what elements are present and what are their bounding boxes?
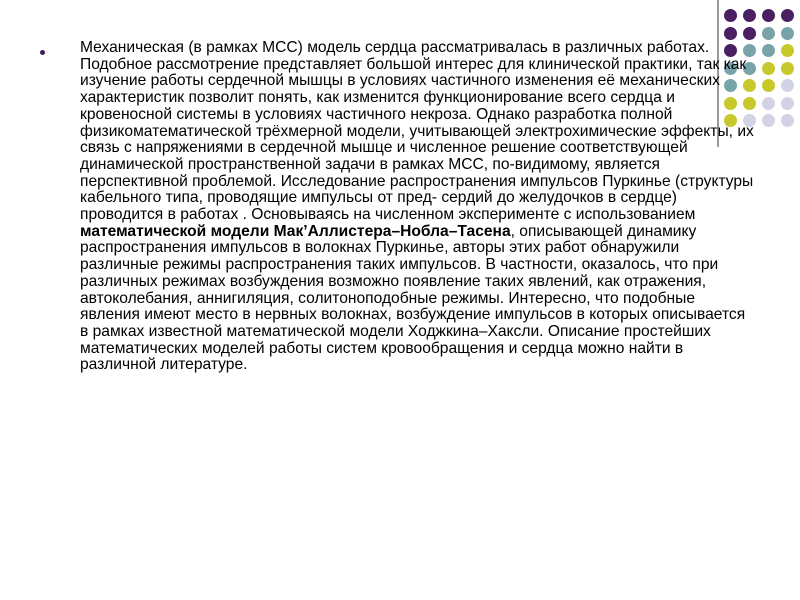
decorative-dot bbox=[762, 27, 775, 40]
decorative-dot bbox=[724, 27, 737, 40]
decorative-dot bbox=[781, 114, 794, 127]
decorative-dot bbox=[781, 62, 794, 75]
decorative-dot bbox=[743, 9, 756, 22]
decorative-dot bbox=[743, 27, 756, 40]
decorative-dot bbox=[781, 9, 794, 22]
decorative-dot bbox=[762, 44, 775, 57]
paragraph-text-bold-model-name: математической модели Мак’Аллистера–Нобла–Тасена bbox=[80, 222, 511, 240]
decorative-dot bbox=[781, 97, 794, 110]
decorative-dot bbox=[762, 79, 775, 92]
decorative-dot bbox=[762, 114, 775, 127]
decorative-dot bbox=[781, 44, 794, 57]
decorative-dot bbox=[724, 9, 737, 22]
decorative-dot bbox=[781, 27, 794, 40]
paragraph-text-part2: , описывающей динамику распространения импульсов в волокнах Пуркинье, авторы этих работ обнаружили различные режимы распространения таких импульсов. В частности, оказалось, что при различных режимах возбуждения возможно появление таких явлений, как отражения, автоколебания, аннигиляция, солитоноподобные режимы. Интересно, что подобные явления имеют место в нервных волокнах, возбуждение импульсов в которых описывается в рамках известной математической модели Ходжкина–Хаксли. Описание простейших математических моделей работы систем кровообращения и сердца можно найти в различной литературе. bbox=[80, 222, 746, 374]
decorative-dot bbox=[781, 79, 794, 92]
paragraph-text-part1: Механическая (в рамках МСС) модель сердца рассматривалась в различных работах. Подобное рассмотрение представляет большой интерес для клинической практики, так как изучение работы сердечной мышцы в условиях частичного изменения её механических характеристик позволит понять, как изменится функционирование всего сердца и кровеносной системы в условиях частичного некроза. Однако разработка полной физикоматематической трёхмерной модели, учитывающей электрохимические эффекты, их связь с напряжениями в сердечной мышце и численное решение соответствующей динамической пространственной задачи в рамках МСС, по-видимому, является перспективной проблемой. Исследование распространения импульсов Пуркинье (структуры кабельного типа, проводящие импульсы от пред- сердий до желудочков в сердце) проводится в работах . Основываясь на численном эксперименте с использованием bbox=[80, 39, 754, 224]
decorative-dot bbox=[762, 62, 775, 75]
bullet-icon bbox=[40, 50, 45, 55]
body-paragraph bbox=[80, 40, 755, 374]
decorative-dot bbox=[762, 9, 775, 22]
decorative-dot bbox=[762, 97, 775, 110]
